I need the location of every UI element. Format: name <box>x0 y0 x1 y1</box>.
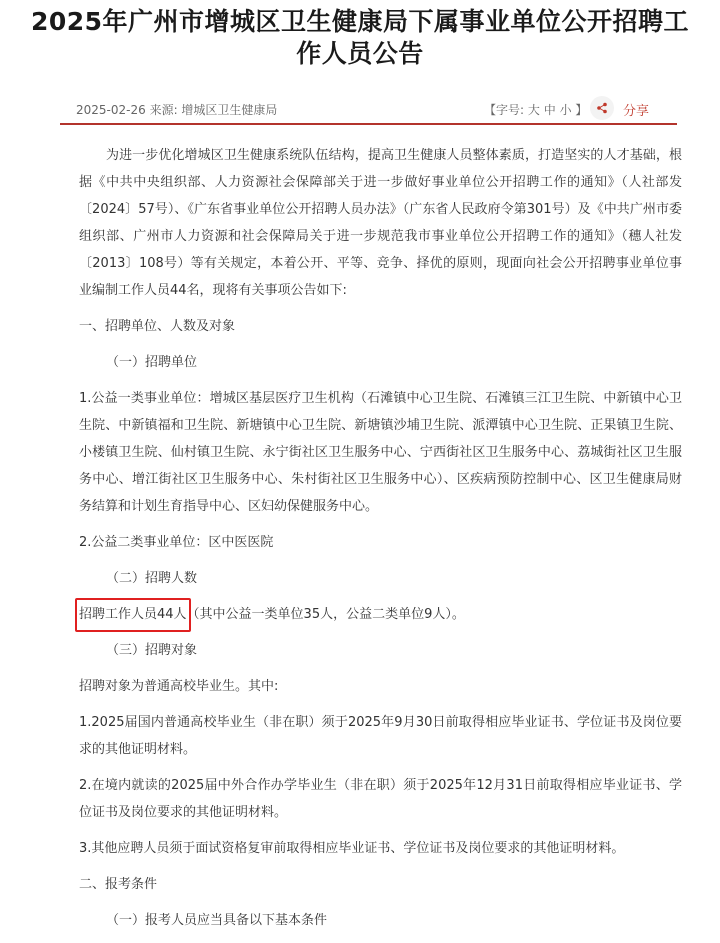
subsection-heading: （一）招聘单位 <box>106 355 198 370</box>
subsection-heading: （三）招聘对象 <box>106 643 198 658</box>
page-title: 2025年广州市增城区卫生健康局下属事业单位公开招聘工作人员公告 <box>30 7 690 68</box>
target-intro: 招聘对象为普通高校毕业生。其中: <box>79 679 279 694</box>
target-item: 2.在境内就读的2025届中外合作办学毕业生（非在职）须于2025年12月31日前取得相应毕业证书、学位证书及岗位要求的其他证明材料。 <box>79 778 682 820</box>
font-size-close: 】 <box>575 103 588 117</box>
font-size-small-button[interactable]: 小 <box>559 103 572 117</box>
count-detail: （其中公益一类单位35人，公益二类单位9人）。 <box>186 607 465 622</box>
article-meta <box>76 101 277 118</box>
unit-paragraph: 2.公益二类事业单位：区中医医院 <box>79 535 274 550</box>
count-paragraph <box>79 601 682 628</box>
publish-date: 2025-02-26 <box>76 103 146 117</box>
unit-paragraph: 1.公益一类事业单位：增城区基层医疗卫生机构（石滩镇中心卫生院、石滩镇三江卫生院、中新镇中心卫生院、中新镇福和卫生院、新塘镇中心卫生院、新塘镇沙埔卫生院、派潭镇中心卫生院、正果镇卫生院、小楼镇卫生院、仙村镇卫生院、永宁街社区卫生服务中心、宁西街社区卫生服务中心、荔城街社区卫生服务中心、增江街社区卫生服务中心、朱村街社区卫生服务中心）、区疾病预防控制中心、区卫生健康局财务结算和计划生育指导中心、区妇幼保健服务中心。 <box>79 391 682 514</box>
font-size-open: 【字号: <box>484 103 525 117</box>
target-item: 1.2025届国内普通高校毕业生（非在职）须于2025年9月30日前取得相应毕业证书、学位证书及岗位要求的其他证明材料。 <box>79 715 682 757</box>
font-size-large-button[interactable]: 大 <box>527 103 540 117</box>
section-heading: 二、报考条件 <box>79 877 158 892</box>
highlight-text: 招聘工作人员44人 <box>79 607 187 622</box>
font-size-switcher <box>484 101 587 118</box>
highlighted-count <box>79 601 187 628</box>
share-button[interactable]: 分享 <box>623 104 650 119</box>
highlight-box <box>75 598 191 632</box>
subsection-heading: （一）报考人员应当具备以下基本条件 <box>106 913 328 928</box>
share-icon[interactable] <box>590 96 614 120</box>
section-heading: 一、招聘单位、人数及对象 <box>79 319 236 334</box>
intro-paragraph: 为进一步优化增城区卫生健康系统队伍结构，提高卫生健康人员整体素质，打造坚实的人才基础，根据《中共中央组织部、人力资源社会保障部关于进一步做好事业单位公开招聘工作的通知》（人社部发〔2024〕57号）、《广东省事业单位公开招聘人员办法》（广东省人民政府令第301号）及《中共广州市委组织部、广州市人力资源和社会保障局关于进一步规范我市事业单位公开招聘工作的通知》（穗人社发〔2013〕108号）等有关规定，本着公开、平等、竞争、择优的原则，现面向社会公开招聘事业单位事业编制工作人员44名，现将有关事项公告如下: <box>79 148 682 298</box>
font-size-medium-button[interactable]: 中 <box>543 103 556 117</box>
subsection-heading: （二）招聘人数 <box>106 571 198 586</box>
article-source: 来源: 增城区卫生健康局 <box>149 103 278 117</box>
target-item: 3.其他应聘人员须于面试资格复审前取得相应毕业证书、学位证书及岗位要求的其他证明材料。 <box>79 841 625 856</box>
article-body <box>79 142 682 943</box>
title-divider <box>60 123 677 125</box>
